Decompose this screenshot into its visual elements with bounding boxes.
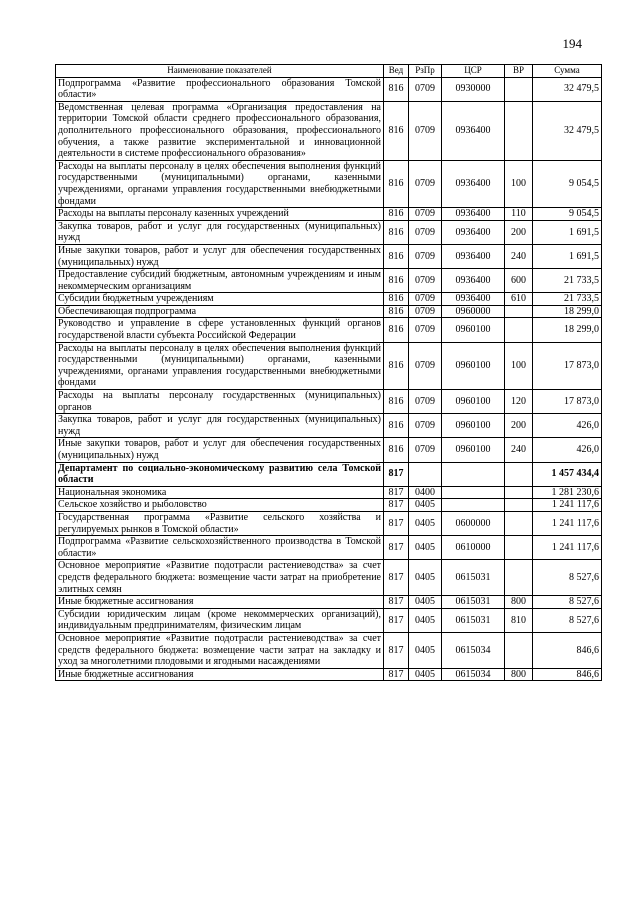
row-sum-cell: 21 733,5 bbox=[533, 293, 602, 306]
table-row bbox=[56, 632, 602, 668]
row-ved-cell: 816 bbox=[384, 160, 409, 207]
row-vr-cell: 200 bbox=[505, 414, 533, 438]
row-name-cell: Предоставление субсидий бюджетным, автономным учреждениям и иным некоммерческим организациям bbox=[56, 269, 384, 293]
row-csr-cell bbox=[442, 486, 505, 499]
row-csr-cell: 0615031 bbox=[442, 608, 505, 632]
row-sum-cell: 1 241 117,6 bbox=[533, 499, 602, 512]
row-ved-cell: 817 bbox=[384, 499, 409, 512]
row-name-cell: Расходы на выплаты персоналу в целях обеспечения выполнения функций государственными (муниципальными) органами, казенными учреждениями, органами управления государственными внебюджетными фондами bbox=[56, 342, 384, 389]
row-name-cell: Основное мероприятие «Развитие подотрасли растениеводства» за счет средств федерального бюджета: возмещение части затрат на приобретение элитных семян bbox=[56, 560, 384, 596]
row-csr-cell: 0615034 bbox=[442, 668, 505, 681]
row-rzpr-cell: 0709 bbox=[409, 414, 442, 438]
table-row bbox=[56, 77, 602, 101]
row-ved-cell: 816 bbox=[384, 244, 409, 268]
row-name-cell: Расходы на выплаты персоналу государственных (муниципальных) органов bbox=[56, 390, 384, 414]
row-sum-cell: 21 733,5 bbox=[533, 269, 602, 293]
row-ved-cell: 816 bbox=[384, 269, 409, 293]
row-rzpr-cell: 0709 bbox=[409, 244, 442, 268]
row-sum-cell: 17 873,0 bbox=[533, 390, 602, 414]
row-vr-cell: 100 bbox=[505, 160, 533, 207]
row-name-cell: Сельское хозяйство и рыболовство bbox=[56, 499, 384, 512]
row-vr-cell bbox=[505, 486, 533, 499]
row-sum-cell: 846,6 bbox=[533, 632, 602, 668]
row-vr-cell bbox=[505, 77, 533, 101]
row-vr-cell: 800 bbox=[505, 596, 533, 609]
table-header-row bbox=[56, 65, 602, 78]
row-name-cell: Закупка товаров, работ и услуг для государственных (муниципальных) нужд bbox=[56, 220, 384, 244]
row-rzpr-cell: 0709 bbox=[409, 305, 442, 318]
row-vr-cell bbox=[505, 632, 533, 668]
row-csr-cell: 0936400 bbox=[442, 269, 505, 293]
row-vr-cell bbox=[505, 511, 533, 535]
row-ved-cell: 817 bbox=[384, 668, 409, 681]
row-ved-cell: 817 bbox=[384, 560, 409, 596]
page-number: 194 bbox=[562, 36, 582, 51]
row-sum-cell: 8 527,6 bbox=[533, 596, 602, 609]
row-sum-cell: 9 054,5 bbox=[533, 208, 602, 221]
row-rzpr-cell: 0709 bbox=[409, 342, 442, 389]
table-row bbox=[56, 511, 602, 535]
row-csr-cell: 0936400 bbox=[442, 244, 505, 268]
row-vr-cell: 100 bbox=[505, 342, 533, 389]
header-csr: ЦСР bbox=[442, 65, 505, 78]
header-name: Наименование показателей bbox=[56, 65, 384, 78]
row-rzpr-cell: 0709 bbox=[409, 208, 442, 221]
row-csr-cell: 0615031 bbox=[442, 596, 505, 609]
row-sum-cell: 1 241 117,6 bbox=[533, 511, 602, 535]
row-name-cell: Ведомственная целевая программа «Организация предоставления на территории Томской области среднего профессионального образования, дополнительного профессионального образования, профессионального обучения, а также развитие экспериментальной и инновационной деятельности в системе профессионального образования» bbox=[56, 101, 384, 160]
row-sum-cell: 1 691,5 bbox=[533, 244, 602, 268]
row-name-cell: Иные бюджетные ассигнования bbox=[56, 668, 384, 681]
table-row bbox=[56, 208, 602, 221]
table-row bbox=[56, 318, 602, 342]
row-csr-cell: 0936400 bbox=[442, 160, 505, 207]
row-sum-cell: 18 299,0 bbox=[533, 305, 602, 318]
row-ved-cell: 816 bbox=[384, 293, 409, 306]
row-sum-cell: 32 479,5 bbox=[533, 77, 602, 101]
row-vr-cell: 800 bbox=[505, 668, 533, 681]
row-rzpr-cell: 0405 bbox=[409, 632, 442, 668]
row-sum-cell: 17 873,0 bbox=[533, 342, 602, 389]
row-sum-cell: 426,0 bbox=[533, 438, 602, 462]
row-vr-cell bbox=[505, 499, 533, 512]
row-sum-cell: 8 527,6 bbox=[533, 608, 602, 632]
header-ved: Вед bbox=[384, 65, 409, 78]
table-row bbox=[56, 486, 602, 499]
row-csr-cell: 0936400 bbox=[442, 293, 505, 306]
row-rzpr-cell: 0709 bbox=[409, 390, 442, 414]
table-row bbox=[56, 596, 602, 609]
row-vr-cell bbox=[505, 536, 533, 560]
row-sum-cell: 32 479,5 bbox=[533, 101, 602, 160]
table-row bbox=[56, 244, 602, 268]
row-vr-cell: 600 bbox=[505, 269, 533, 293]
row-name-cell: Иные бюджетные ассигнования bbox=[56, 596, 384, 609]
row-ved-cell: 817 bbox=[384, 596, 409, 609]
row-sum-cell: 1 241 117,6 bbox=[533, 536, 602, 560]
row-name-cell: Обеспечивающая подпрограмма bbox=[56, 305, 384, 318]
row-rzpr-cell: 0709 bbox=[409, 160, 442, 207]
row-name-cell: Субсидии бюджетным учреждениям bbox=[56, 293, 384, 306]
row-csr-cell: 0960100 bbox=[442, 438, 505, 462]
header-sum: Сумма bbox=[533, 65, 602, 78]
row-rzpr-cell: 0709 bbox=[409, 101, 442, 160]
row-rzpr-cell: 0405 bbox=[409, 668, 442, 681]
row-name-cell: Иные закупки товаров, работ и услуг для обеспечения государственных (муниципальных) нужд bbox=[56, 438, 384, 462]
row-vr-cell: 110 bbox=[505, 208, 533, 221]
row-csr-cell: 0960000 bbox=[442, 305, 505, 318]
row-name-cell: Субсидии юридическим лицам (кроме некоммерческих организаций), индивидуальным предпринимателям, физическим лицам bbox=[56, 608, 384, 632]
row-name-cell: Расходы на выплаты персоналу в целях обеспечения выполнения функций государственными (муниципальными) органами, казенными учреждениями, органами управления государственными внебюджетными фондами bbox=[56, 160, 384, 207]
row-rzpr-cell: 0709 bbox=[409, 438, 442, 462]
row-rzpr-cell bbox=[409, 462, 442, 486]
row-ved-cell: 816 bbox=[384, 101, 409, 160]
row-vr-cell: 200 bbox=[505, 220, 533, 244]
table-row bbox=[56, 414, 602, 438]
row-csr-cell: 0936400 bbox=[442, 208, 505, 221]
table-row bbox=[56, 536, 602, 560]
row-rzpr-cell: 0405 bbox=[409, 608, 442, 632]
header-rzpr: РзПр bbox=[409, 65, 442, 78]
row-sum-cell: 1 691,5 bbox=[533, 220, 602, 244]
row-rzpr-cell: 0405 bbox=[409, 511, 442, 535]
row-vr-cell: 810 bbox=[505, 608, 533, 632]
budget-table bbox=[55, 64, 602, 681]
table-row bbox=[56, 305, 602, 318]
row-ved-cell: 817 bbox=[384, 462, 409, 486]
table-row bbox=[56, 390, 602, 414]
row-name-cell: Основное мероприятие «Развитие подотрасли растениеводства» за счет средств федерального бюджета: возмещение части затрат на закладку и уход за многолетними плодовыми и ягодными насаждениями bbox=[56, 632, 384, 668]
row-vr-cell: 610 bbox=[505, 293, 533, 306]
row-rzpr-cell: 0400 bbox=[409, 486, 442, 499]
row-name-cell: Государственная программа «Развитие сельского хозяйства и регулируемых рынков в Томской области» bbox=[56, 511, 384, 535]
row-name-cell: Национальная экономика bbox=[56, 486, 384, 499]
row-sum-cell: 1 457 434,4 bbox=[533, 462, 602, 486]
row-name-cell: Департамент по социально-экономическому развитию села Томской области bbox=[56, 462, 384, 486]
row-vr-cell: 240 bbox=[505, 438, 533, 462]
row-vr-cell bbox=[505, 462, 533, 486]
row-csr-cell: 0960100 bbox=[442, 390, 505, 414]
row-csr-cell: 0936400 bbox=[442, 101, 505, 160]
row-vr-cell bbox=[505, 560, 533, 596]
row-sum-cell: 9 054,5 bbox=[533, 160, 602, 207]
table-row bbox=[56, 101, 602, 160]
row-rzpr-cell: 0709 bbox=[409, 269, 442, 293]
table-row bbox=[56, 269, 602, 293]
table-row bbox=[56, 293, 602, 306]
row-rzpr-cell: 0709 bbox=[409, 220, 442, 244]
row-ved-cell: 816 bbox=[384, 342, 409, 389]
row-vr-cell bbox=[505, 305, 533, 318]
row-rzpr-cell: 0709 bbox=[409, 318, 442, 342]
row-vr-cell: 240 bbox=[505, 244, 533, 268]
row-rzpr-cell: 0709 bbox=[409, 77, 442, 101]
row-ved-cell: 817 bbox=[384, 486, 409, 499]
row-csr-cell: 0615031 bbox=[442, 560, 505, 596]
row-name-cell: Иные закупки товаров, работ и услуг для обеспечения государственных (муниципальных) нужд bbox=[56, 244, 384, 268]
row-sum-cell: 18 299,0 bbox=[533, 318, 602, 342]
row-ved-cell: 816 bbox=[384, 438, 409, 462]
row-ved-cell: 816 bbox=[384, 77, 409, 101]
row-sum-cell: 1 281 230,6 bbox=[533, 486, 602, 499]
row-name-cell: Подпрограмма «Развитие сельскохозяйственного производства в Томской области» bbox=[56, 536, 384, 560]
row-csr-cell: 0960100 bbox=[442, 342, 505, 389]
table-row bbox=[56, 438, 602, 462]
row-csr-cell bbox=[442, 499, 505, 512]
row-name-cell: Закупка товаров, работ и услуг для государственных (муниципальных) нужд bbox=[56, 414, 384, 438]
table-row bbox=[56, 499, 602, 512]
row-ved-cell: 816 bbox=[384, 318, 409, 342]
row-csr-cell: 0936400 bbox=[442, 220, 505, 244]
row-csr-cell: 0600000 bbox=[442, 511, 505, 535]
table-row bbox=[56, 462, 602, 486]
row-ved-cell: 816 bbox=[384, 414, 409, 438]
row-rzpr-cell: 0405 bbox=[409, 536, 442, 560]
row-csr-cell: 0960100 bbox=[442, 414, 505, 438]
row-rzpr-cell: 0405 bbox=[409, 596, 442, 609]
table-body bbox=[56, 77, 602, 681]
row-csr-cell: 0930000 bbox=[442, 77, 505, 101]
row-ved-cell: 816 bbox=[384, 305, 409, 318]
row-csr-cell: 0960100 bbox=[442, 318, 505, 342]
row-name-cell: Руководство и управление в сфере установленных функций органов государственой власти субъекта Российской Федерации bbox=[56, 318, 384, 342]
row-rzpr-cell: 0405 bbox=[409, 560, 442, 596]
table-row bbox=[56, 220, 602, 244]
row-ved-cell: 817 bbox=[384, 608, 409, 632]
table-row bbox=[56, 608, 602, 632]
row-name-cell: Расходы на выплаты персоналу казенных учреждений bbox=[56, 208, 384, 221]
row-csr-cell: 0615034 bbox=[442, 632, 505, 668]
row-name-cell: Подпрограмма «Развитие профессионального образования Томской области» bbox=[56, 77, 384, 101]
header-vr: ВР bbox=[505, 65, 533, 78]
row-ved-cell: 816 bbox=[384, 220, 409, 244]
table-row bbox=[56, 160, 602, 207]
row-ved-cell: 817 bbox=[384, 632, 409, 668]
row-sum-cell: 846,6 bbox=[533, 668, 602, 681]
row-vr-cell bbox=[505, 101, 533, 160]
row-ved-cell: 817 bbox=[384, 536, 409, 560]
row-csr-cell bbox=[442, 462, 505, 486]
row-ved-cell: 816 bbox=[384, 208, 409, 221]
table-row bbox=[56, 342, 602, 389]
row-rzpr-cell: 0405 bbox=[409, 499, 442, 512]
row-vr-cell: 120 bbox=[505, 390, 533, 414]
table-row bbox=[56, 668, 602, 681]
row-ved-cell: 817 bbox=[384, 511, 409, 535]
row-vr-cell bbox=[505, 318, 533, 342]
row-rzpr-cell: 0709 bbox=[409, 293, 442, 306]
row-sum-cell: 426,0 bbox=[533, 414, 602, 438]
row-csr-cell: 0610000 bbox=[442, 536, 505, 560]
table-row bbox=[56, 560, 602, 596]
row-ved-cell: 816 bbox=[384, 390, 409, 414]
row-sum-cell: 8 527,6 bbox=[533, 560, 602, 596]
